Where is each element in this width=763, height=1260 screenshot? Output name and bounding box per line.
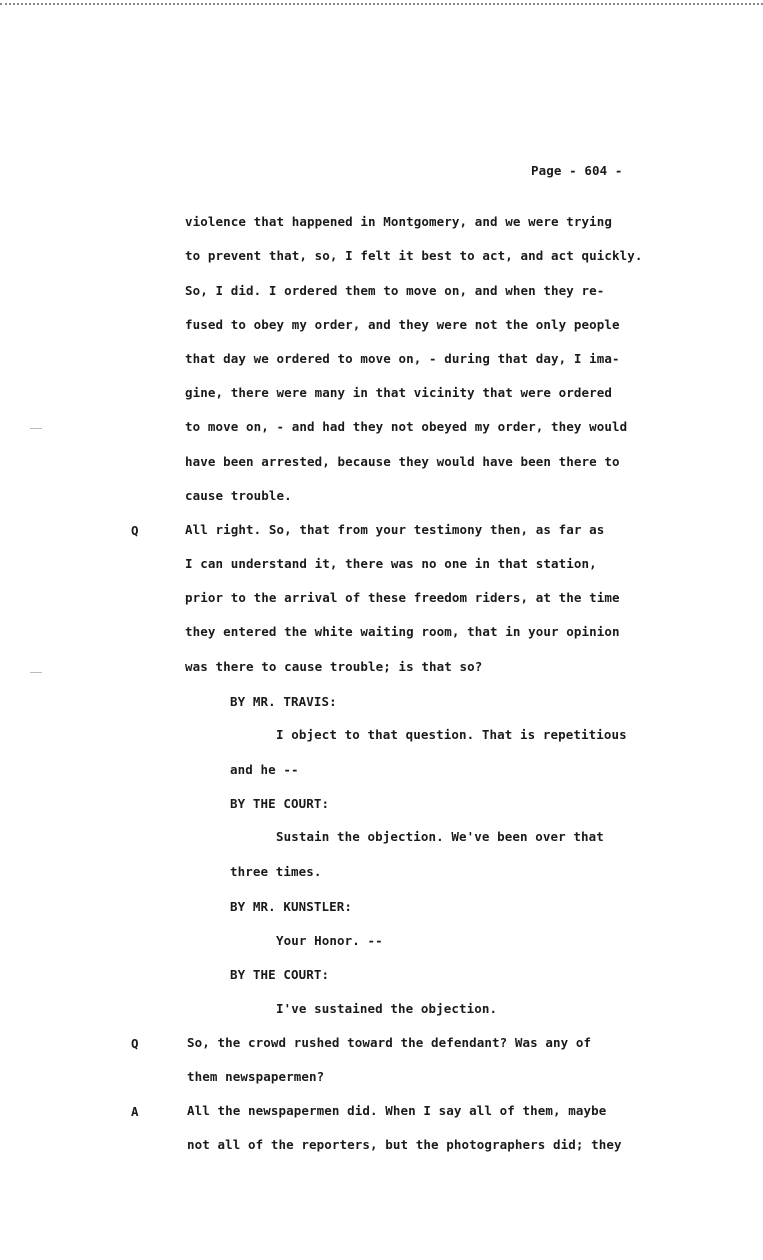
scan-top-border [0, 0, 763, 5]
transcript-line: have been arrested, because they would have been there to [185, 454, 620, 469]
transcript-line: Sustain the objection. We've been over that [276, 829, 604, 844]
transcript-line: So, I did. I ordered them to move on, and when they re- [185, 283, 605, 298]
transcript-line: Your Honor. -- [276, 933, 383, 948]
transcript-line: I object to that question. That is repetitious [276, 727, 627, 742]
transcript-line: I can understand it, there was no one in that station, [185, 556, 597, 571]
transcript-line: was there to cause trouble; is that so? [185, 659, 483, 674]
transcript-line: gine, there were many in that vicinity that were ordered [185, 385, 613, 400]
page-number: Page - 604 - [531, 163, 623, 178]
transcript-line: and he -- [230, 762, 299, 777]
transcript-line: All the newspapermen did. When I say all of them, maybe [187, 1103, 607, 1118]
transcript-line: three times. [230, 864, 322, 879]
transcript-line: to move on, - and had they not obeyed my order, they would [185, 419, 628, 434]
question-marker: Q [131, 1036, 139, 1051]
answer-marker: A [131, 1104, 139, 1119]
speaker-heading: BY THE COURT: [230, 967, 330, 982]
transcript-line: to prevent that, so, I felt it best to act, and act quickly. [185, 248, 643, 263]
speaker-heading: BY MR. KUNSTLER: [230, 899, 353, 914]
transcript-line: not all of the reporters, but the photographers did; they [187, 1137, 622, 1152]
transcript-line: prior to the arrival of these freedom riders, at the time [185, 590, 620, 605]
speaker-heading: BY MR. TRAVIS: [230, 694, 337, 709]
speaker-heading: BY THE COURT: [230, 796, 330, 811]
transcript-line: they entered the white waiting room, that in your opinion [185, 624, 620, 639]
transcript-line: them newspapermen? [187, 1069, 325, 1084]
margin-speck [30, 428, 42, 429]
transcript-line: cause trouble. [185, 488, 292, 503]
transcript-line: violence that happened in Montgomery, and we were trying [185, 214, 613, 229]
transcript-line: fused to obey my order, and they were not the only people [185, 317, 620, 332]
transcript-line: All right. So, that from your testimony then, as far as [185, 522, 605, 537]
transcript-line: I've sustained the objection. [276, 1001, 498, 1016]
question-marker: Q [131, 523, 139, 538]
transcript-line: So, the crowd rushed toward the defendant? Was any of [187, 1035, 592, 1050]
margin-speck [30, 672, 42, 673]
transcript-line: that day we ordered to move on, - during that day, I ima- [185, 351, 620, 366]
